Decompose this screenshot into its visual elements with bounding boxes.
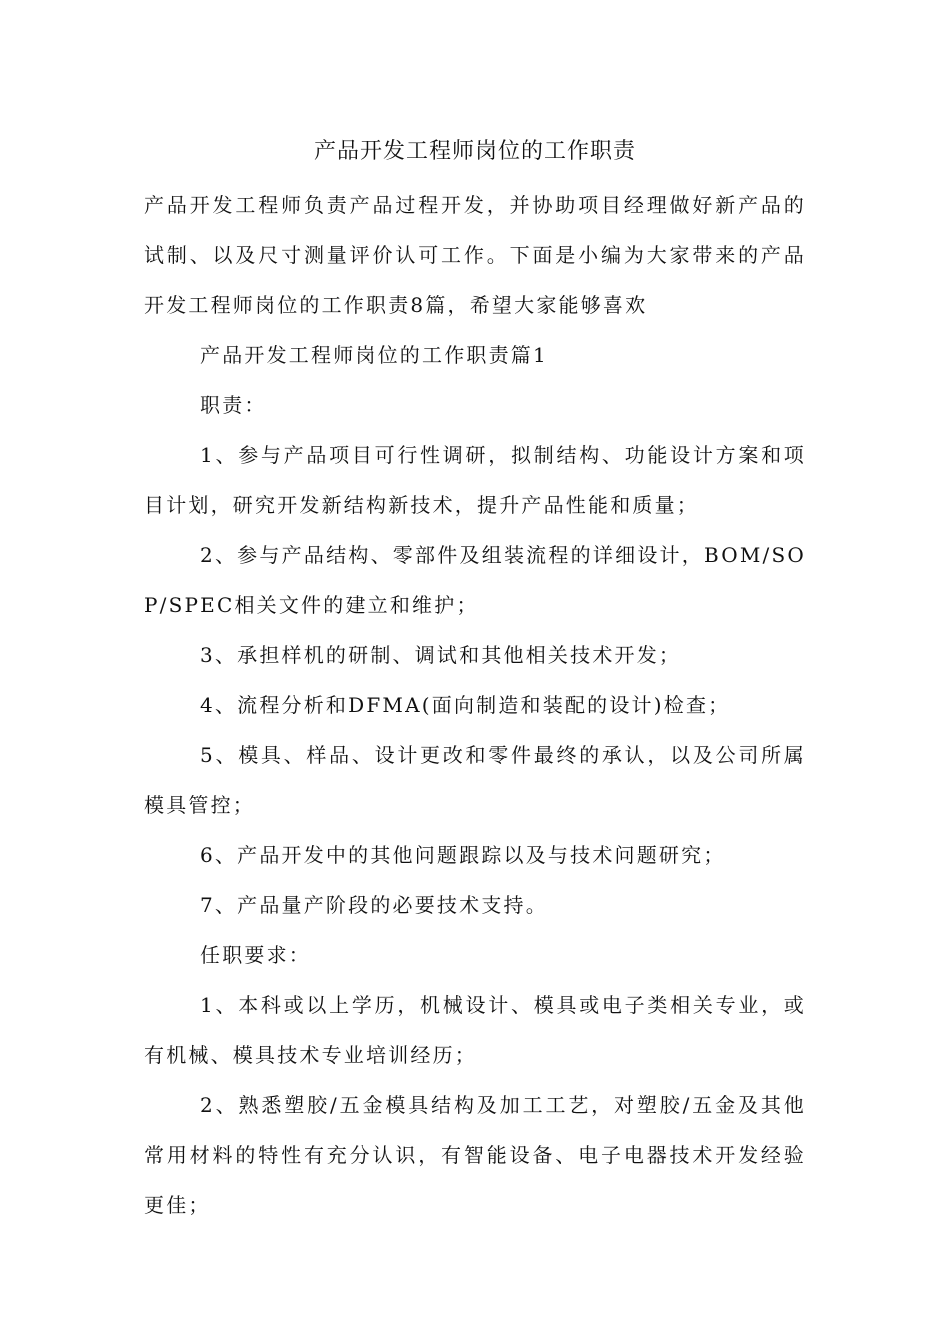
document-body [144, 180, 806, 1230]
duty-item: 7、产品量产阶段的必要技术支持。 [200, 893, 548, 917]
requirements-label: 任职要求： [200, 943, 311, 967]
duty-item: 1、参与产品项目可行性调研，拟制结构、功能设计方案和项目计划，研究开发新结构新技术，提升产品性能和质量； [144, 443, 806, 517]
section-heading: 产品开发工程师岗位的工作职责篇1 [200, 343, 548, 367]
intro-paragraph: 产品开发工程师负责产品过程开发，并协助项目经理做好新产品的试制、以及尺寸测量评价认可工作。下面是小编为大家带来的产品开发工程师岗位的工作职责8篇，希望大家能够喜欢 [144, 193, 806, 317]
duty-item: 4、流程分析和DFMA(面向制造和装配的设计)检查； [200, 693, 731, 717]
duty-item: 5、模具、样品、设计更改和零件最终的承认，以及公司所属模具管控； [144, 743, 806, 817]
duties-label: 职责： [200, 393, 267, 417]
document-title: 产品开发工程师岗位的工作职责 [313, 139, 636, 164]
duty-item: 3、承担样机的研制、调试和其他相关技术开发； [200, 643, 682, 667]
requirement-item: 2、熟悉塑胶/五金模具结构及加工工艺，对塑胶/五金及其他常用材料的特性有充分认识，有智能设备、电子电器技术开发经验更佳； [144, 1093, 806, 1217]
duty-item: 6、产品开发中的其他问题跟踪以及与技术问题研究； [200, 843, 726, 867]
duty-item: 2、参与产品结构、零部件及组装流程的详细设计，BOM/SOP/SPEC相关文件的建立和维护； [144, 543, 806, 617]
requirement-item: 1、本科或以上学历，机械设计、模具或电子类相关专业，或有机械、模具技术专业培训经历； [144, 993, 806, 1067]
